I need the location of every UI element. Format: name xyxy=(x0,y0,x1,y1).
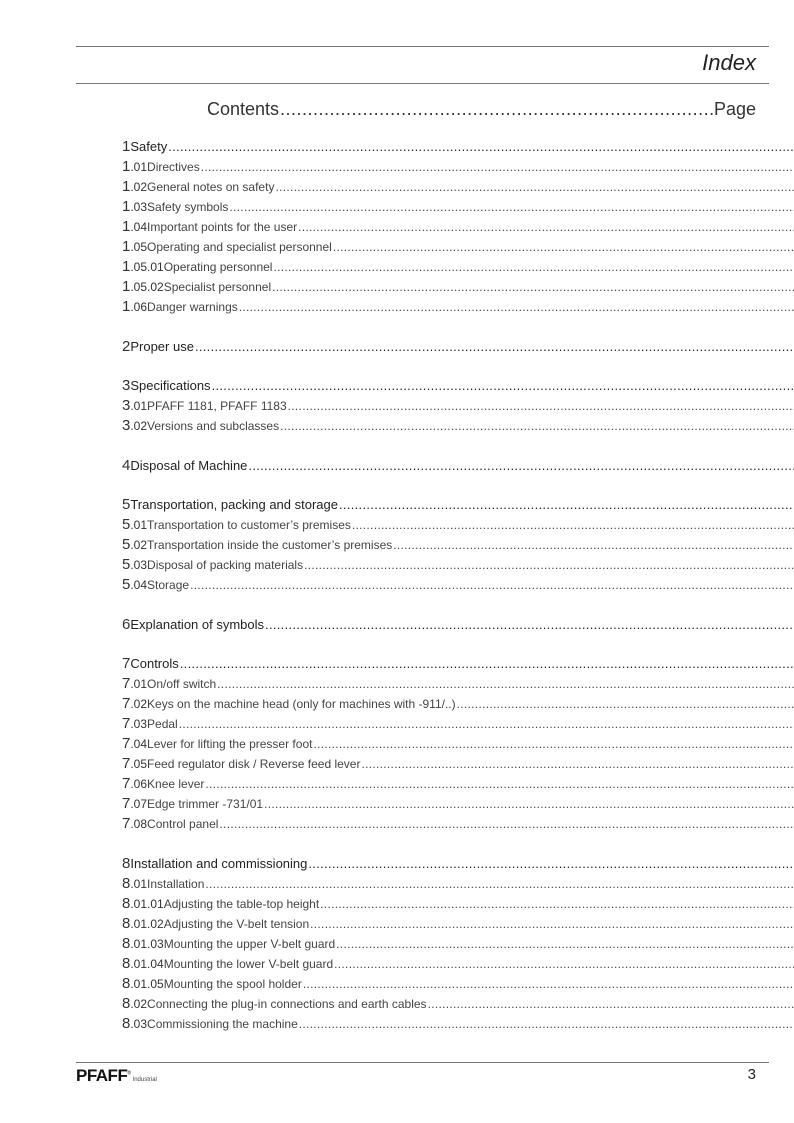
toc-entry-row[interactable] xyxy=(122,674,748,694)
toc-number-suffix: .05.02 xyxy=(130,280,164,294)
leader-dots xyxy=(280,99,713,120)
toc-title: Pedal xyxy=(147,717,178,731)
toc-number-suffix: .01.03 xyxy=(130,936,164,951)
toc-title: Transportation inside the customer’s premises xyxy=(147,538,393,552)
toc-entry-row[interactable] xyxy=(122,575,748,595)
toc-number-major: 8 xyxy=(122,914,131,932)
toc-number-suffix: .08 xyxy=(130,817,148,831)
toc-entry-row[interactable] xyxy=(122,894,748,914)
toc-number-major: 6 xyxy=(122,615,131,633)
toc-number-major: 1 xyxy=(122,178,131,195)
leader-dots xyxy=(212,376,794,396)
leader-dots xyxy=(303,974,794,994)
toc-entry-row[interactable] xyxy=(122,217,748,237)
toc-section-row[interactable] xyxy=(122,456,748,476)
toc-number-major: 3 xyxy=(122,397,131,414)
toc-title: Connecting the plug-in connections and earth cables xyxy=(147,996,427,1011)
toc-title: Disposal of packing materials xyxy=(147,558,304,572)
leader-dots xyxy=(352,515,794,535)
toc-number-suffix: .01 xyxy=(130,399,148,413)
toc-section-row[interactable] xyxy=(122,376,748,396)
toc-number-major: 1 xyxy=(122,138,131,155)
table-of-contents xyxy=(122,137,748,1034)
leader-dots xyxy=(339,495,794,515)
toc-number-suffix: .06 xyxy=(130,777,148,791)
page-number: 3 xyxy=(747,1066,756,1083)
toc-number xyxy=(122,654,130,674)
leader-dots xyxy=(310,914,794,934)
toc-number xyxy=(122,714,147,734)
toc-title: On/off switch xyxy=(147,677,217,691)
toc-number-major: 7 xyxy=(122,775,131,792)
leader-dots xyxy=(275,177,794,197)
toc-number-suffix: .03 xyxy=(130,200,148,214)
toc-number xyxy=(122,734,147,754)
toc-number xyxy=(122,674,147,694)
toc-number xyxy=(122,456,130,476)
toc-number-major: 5 xyxy=(122,496,131,513)
toc-entry-row[interactable] xyxy=(122,814,748,834)
toc-number xyxy=(122,217,147,237)
toc-number-suffix: .05.01 xyxy=(130,260,164,274)
toc-number-suffix: .01.01 xyxy=(130,896,164,911)
toc-number-major: 5 xyxy=(122,536,131,553)
toc-number xyxy=(122,575,147,595)
leader-dots xyxy=(299,1014,794,1034)
toc-number xyxy=(122,555,147,575)
toc-entry-row[interactable] xyxy=(122,157,748,177)
toc-number-suffix: .05 xyxy=(130,757,148,771)
toc-number xyxy=(122,535,147,555)
toc-title: PFAFF 1181, PFAFF 1183 xyxy=(147,399,287,413)
toc-number-suffix: .05 xyxy=(130,240,148,254)
leader-dots xyxy=(320,894,794,914)
toc-entry-row[interactable] xyxy=(122,1014,748,1034)
toc-section-row[interactable] xyxy=(122,137,748,157)
toc-number-major: 8 xyxy=(122,1014,131,1032)
toc-title: Specifications xyxy=(130,378,211,393)
toc-title: Transportation to customer’s premises xyxy=(147,518,351,532)
toc-number-major: 5 xyxy=(122,556,131,573)
leader-dots xyxy=(428,994,794,1014)
toc-title: Proper use xyxy=(130,338,194,354)
toc-title: Storage xyxy=(147,578,190,592)
toc-section-row[interactable] xyxy=(122,615,748,635)
toc-number-major: 8 xyxy=(122,894,131,912)
toc-number-major: 1 xyxy=(122,198,131,215)
toc-title: General notes on safety xyxy=(147,180,275,194)
toc-entry-row[interactable] xyxy=(122,416,748,436)
toc-title: Controls xyxy=(130,656,179,671)
toc-number xyxy=(122,994,147,1014)
leader-dots xyxy=(195,337,794,357)
toc-title: Mounting the spool holder xyxy=(163,976,302,991)
toc-title: Versions and subclasses xyxy=(147,419,280,433)
toc-number-suffix: .07 xyxy=(130,797,148,811)
toc-number-major: 8 xyxy=(122,974,131,992)
toc-number-major: 7 xyxy=(122,815,131,832)
toc-title: Safety xyxy=(130,139,168,154)
toc-number-major: 4 xyxy=(122,456,131,474)
toc-number-major: 8 xyxy=(122,934,131,952)
leader-dots xyxy=(272,277,794,297)
toc-number xyxy=(122,197,147,217)
toc-entry-row[interactable] xyxy=(122,515,748,535)
leader-dots xyxy=(334,954,794,974)
toc-number-suffix: .01.02 xyxy=(130,916,164,931)
toc-title: Installation and commissioning xyxy=(130,855,308,871)
toc-number-major: 7 xyxy=(122,755,131,772)
toc-entry-row[interactable] xyxy=(122,954,748,974)
leader-dots xyxy=(393,535,794,555)
toc-number-suffix: .02 xyxy=(130,996,148,1011)
leader-dots xyxy=(229,197,794,217)
toc-number-suffix: .01 xyxy=(130,518,148,532)
toc-number xyxy=(122,237,147,257)
toc-entry-row[interactable] xyxy=(122,197,748,217)
toc-title: Feed regulator disk / Reverse feed lever xyxy=(147,757,361,771)
toc-number-major: 1 xyxy=(122,258,131,275)
toc-number-major: 7 xyxy=(122,675,131,692)
toc-number xyxy=(122,495,130,515)
toc-number-suffix: .01.05 xyxy=(130,976,164,991)
toc-number xyxy=(122,774,147,794)
toc-title: Operating personnel xyxy=(163,260,273,274)
toc-number-suffix: .04 xyxy=(130,578,148,592)
toc-number xyxy=(122,376,130,396)
toc-number-major: 5 xyxy=(122,576,131,593)
toc-entry-row[interactable] xyxy=(122,277,748,297)
toc-title: Adjusting the V-belt tension xyxy=(163,916,310,931)
toc-number xyxy=(122,814,147,834)
leader-dots xyxy=(239,297,794,317)
toc-entry-row[interactable] xyxy=(122,974,748,994)
leader-dots xyxy=(217,674,794,694)
contents-label: Contents xyxy=(207,99,280,119)
toc-number-major: 7 xyxy=(122,715,131,732)
toc-entry-row[interactable] xyxy=(122,754,748,774)
toc-number xyxy=(122,277,164,297)
toc-entry-row[interactable] xyxy=(122,714,748,734)
toc-number-suffix: .06 xyxy=(130,300,148,314)
toc-number-suffix: .02 xyxy=(130,697,148,711)
leader-dots xyxy=(313,734,794,754)
toc-section-row[interactable] xyxy=(122,495,748,515)
toc-number xyxy=(122,754,147,774)
toc-number xyxy=(122,974,164,994)
leader-dots xyxy=(190,575,794,595)
page-title: Index xyxy=(702,50,756,75)
toc-entry-row[interactable] xyxy=(122,794,748,814)
toc-title: Keys on the machine head (only for machines with -911/..) xyxy=(147,697,456,711)
toc-number-major: 7 xyxy=(122,655,131,672)
toc-number xyxy=(122,894,164,914)
toc-entry-row[interactable] xyxy=(122,874,748,894)
toc-number-major: 8 xyxy=(122,874,131,892)
header-rule-bottom xyxy=(76,83,769,84)
toc-number xyxy=(122,874,147,894)
leader-dots xyxy=(179,714,794,734)
toc-number-suffix: .01 xyxy=(130,677,148,691)
toc-section-row[interactable] xyxy=(122,654,748,674)
leader-dots xyxy=(308,854,794,874)
toc-number-suffix: .03 xyxy=(130,717,148,731)
footer-rule xyxy=(76,1062,769,1063)
toc-entry-row[interactable] xyxy=(122,396,748,416)
toc-number-suffix: .01.04 xyxy=(130,956,164,971)
toc-number xyxy=(122,854,130,874)
toc-entry-row[interactable] xyxy=(122,694,748,714)
toc-number-suffix: .03 xyxy=(130,558,148,572)
toc-title: Control panel xyxy=(147,817,219,831)
toc-number xyxy=(122,794,147,814)
leader-dots xyxy=(298,217,794,237)
toc-entry-row[interactable] xyxy=(122,934,748,954)
leader-dots xyxy=(304,555,794,575)
pfaff-logo: PFAFF®Industrial xyxy=(76,1066,157,1085)
toc-number-major: 1 xyxy=(122,158,131,175)
toc-number-major: 7 xyxy=(122,735,131,752)
toc-title: Commissioning the machine xyxy=(147,1016,298,1031)
toc-number-suffix: .04 xyxy=(130,220,148,234)
toc-title: Mounting the upper V-belt guard xyxy=(163,936,336,951)
leader-dots xyxy=(205,774,794,794)
toc-title: Important points for the user xyxy=(147,220,298,234)
leader-dots xyxy=(457,694,794,714)
toc-entry-row[interactable] xyxy=(122,774,748,794)
toc-entry-row[interactable] xyxy=(122,177,748,197)
toc-number-major: 8 xyxy=(122,854,131,872)
header-rule-top xyxy=(76,46,769,47)
toc-title: Knee lever xyxy=(147,777,205,791)
toc-number-suffix: .02 xyxy=(130,180,148,194)
toc-title: Lever for lifting the presser foot xyxy=(147,737,313,751)
toc-number xyxy=(122,615,130,635)
toc-number xyxy=(122,177,147,197)
toc-number-major: 1 xyxy=(122,218,131,235)
toc-entry-row[interactable] xyxy=(122,535,748,555)
leader-dots xyxy=(280,416,794,436)
leader-dots xyxy=(336,934,794,954)
toc-title: Explanation of symbols xyxy=(130,616,265,632)
toc-title: Directives xyxy=(147,160,200,174)
toc-entry-row[interactable] xyxy=(122,734,748,754)
toc-entry-row[interactable] xyxy=(122,994,748,1014)
toc-number-major: 1 xyxy=(122,278,131,295)
toc-number-major: 2 xyxy=(122,337,131,355)
contents-heading xyxy=(207,99,756,120)
toc-title: Installation xyxy=(147,876,205,891)
logo-subtitle: Industrial xyxy=(132,1077,157,1083)
toc-entry-row[interactable] xyxy=(122,555,748,575)
leader-dots xyxy=(273,257,794,277)
toc-title: Operating and specialist personnel xyxy=(147,240,332,254)
toc-title: Adjusting the table-top height xyxy=(163,896,320,911)
toc-number xyxy=(122,337,130,357)
leader-dots xyxy=(219,814,794,834)
toc-number-major: 5 xyxy=(122,516,131,533)
toc-number-suffix: .04 xyxy=(130,737,148,751)
toc-section-row[interactable] xyxy=(122,854,748,874)
leader-dots xyxy=(205,874,794,894)
leader-dots xyxy=(361,754,794,774)
page-label: Page xyxy=(713,99,756,119)
toc-title: Danger warnings xyxy=(147,300,238,314)
leader-dots xyxy=(248,456,794,476)
toc-number-major: 3 xyxy=(122,417,131,434)
toc-title: Specialist personnel xyxy=(163,280,272,294)
toc-title: Mounting the lower V-belt guard xyxy=(163,956,334,971)
leader-dots xyxy=(180,654,794,674)
toc-number-suffix: .01 xyxy=(130,876,148,891)
toc-number-suffix: .02 xyxy=(130,419,148,433)
leader-dots xyxy=(264,794,794,814)
toc-number xyxy=(122,257,164,277)
leader-dots xyxy=(288,396,794,416)
toc-section-row[interactable] xyxy=(122,337,748,357)
toc-entry-row[interactable] xyxy=(122,297,748,317)
toc-number xyxy=(122,515,147,535)
toc-number xyxy=(122,137,130,157)
toc-title: Safety symbols xyxy=(147,200,229,214)
toc-number xyxy=(122,396,147,416)
toc-number xyxy=(122,934,164,954)
toc-number-suffix: .03 xyxy=(130,1016,148,1031)
leader-dots xyxy=(333,237,794,257)
toc-number xyxy=(122,1014,147,1034)
leader-dots xyxy=(265,615,794,635)
toc-number xyxy=(122,416,147,436)
toc-number xyxy=(122,954,164,974)
toc-number xyxy=(122,694,147,714)
toc-number-suffix: .02 xyxy=(130,538,148,552)
toc-number-major: 3 xyxy=(122,377,131,394)
toc-entry-row[interactable] xyxy=(122,237,748,257)
toc-number-major: 1 xyxy=(122,298,131,315)
toc-number-major: 7 xyxy=(122,695,131,712)
toc-title: Transportation, packing and storage xyxy=(130,497,338,512)
toc-number xyxy=(122,914,164,934)
toc-number xyxy=(122,157,147,177)
toc-number-major: 7 xyxy=(122,795,131,812)
leader-dots xyxy=(201,157,794,177)
toc-number-major: 1 xyxy=(122,238,131,255)
toc-title: Edge trimmer -731/01 xyxy=(147,797,264,811)
toc-entry-row[interactable] xyxy=(122,914,748,934)
toc-number-major: 8 xyxy=(122,954,131,972)
leader-dots xyxy=(168,137,794,157)
toc-number xyxy=(122,297,147,317)
toc-title: Disposal of Machine xyxy=(130,457,248,473)
logo-text: PFAFF xyxy=(76,1066,128,1085)
toc-number-suffix: .01 xyxy=(130,160,148,174)
toc-entry-row[interactable] xyxy=(122,257,748,277)
toc-number-major: 8 xyxy=(122,994,131,1012)
